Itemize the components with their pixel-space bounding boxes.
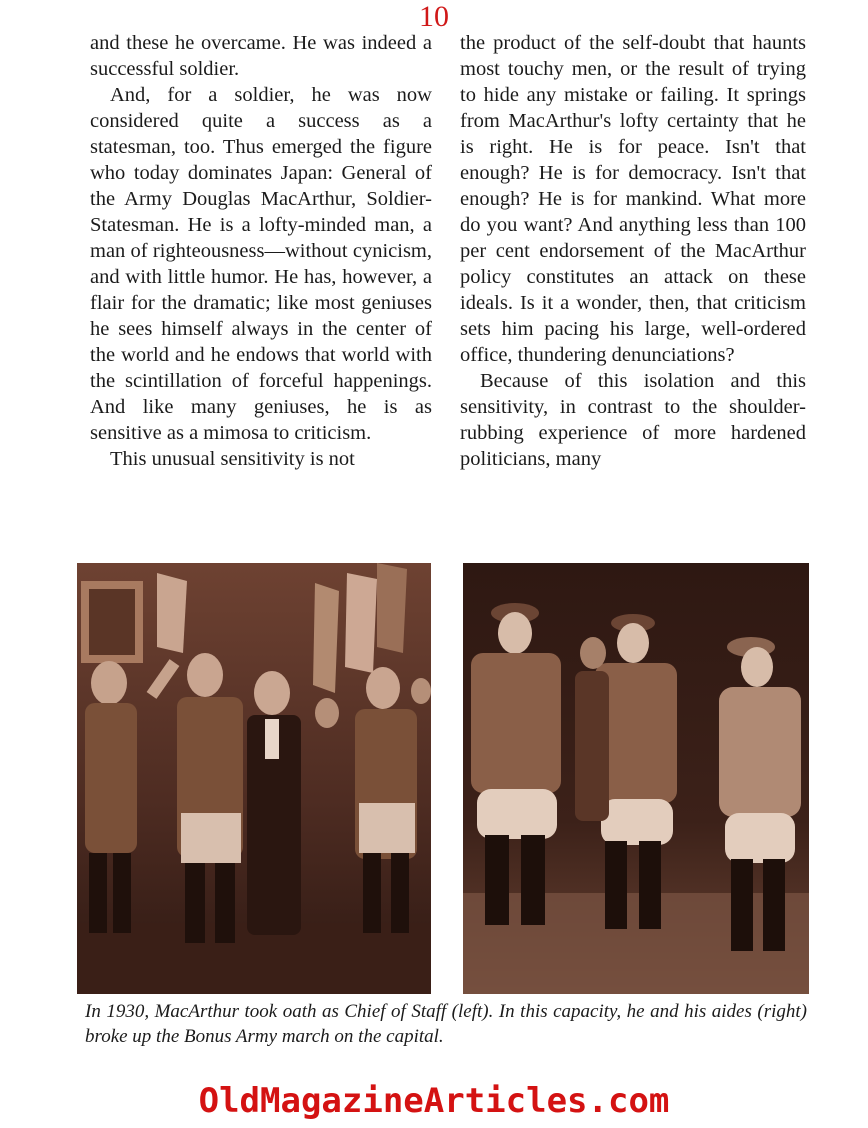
article-paragraph: and these he overcame. He was indeed a successful soldier. [90, 32, 432, 80]
article-column-right [460, 30, 806, 472]
site-watermark: OldMagazineArticles.com [198, 1081, 670, 1121]
article-paragraph: the product of the self-doubt that haunts most touchy men, or the result of trying to hide any mistake or failing. It springs from MacArthur's lofty certainty that he is right. He is for peace. Isn't that enough? He is for democracy. Isn't that enough? He is for mankind. What more do you want? And anything less than 100 per cent endorsement of the MacArthur policy constitutes an attack on these ideals. Is it a wonder, then, that criticism sets him pacing his large, well-ordered office, thundering denunciations? [460, 32, 806, 366]
photo-oath-ceremony-image [77, 563, 431, 994]
photo-macarthur-aides-image [463, 563, 809, 994]
article-paragraph: And, for a soldier, he was now considered quite a success as a statesman, too. Thus emerged the figure who today dominates Japan: General of the Army Douglas MacArthur, Soldier-Statesman. He is a lofty-minded man, a man of righteousness—without cynicism, and with little humor. He has, however, a flair for the dramatic; like most geniuses he sees himself always in the center of the world and he endows that world with the scintillation of forceful happenings. And like many geniuses, he is as sensitive as a mimosa to criticism. [90, 84, 432, 444]
photo-macarthur-aides [463, 563, 809, 994]
page-number: 10 [419, 0, 449, 33]
article-paragraph: This unusual sensitivity is not [110, 448, 355, 470]
photo-oath-ceremony [77, 563, 431, 994]
photo-caption: In 1930, MacArthur took oath as Chief of Staff (left). In this capacity, he and his aides (right) broke up the Bonus Army march on the capital. [85, 1001, 807, 1047]
article-column-left [90, 30, 432, 472]
article-paragraph: Because of this isolation and this sensitivity, in contrast to the shoulder-rubbing experience of more hardened politicians, many [460, 370, 806, 470]
